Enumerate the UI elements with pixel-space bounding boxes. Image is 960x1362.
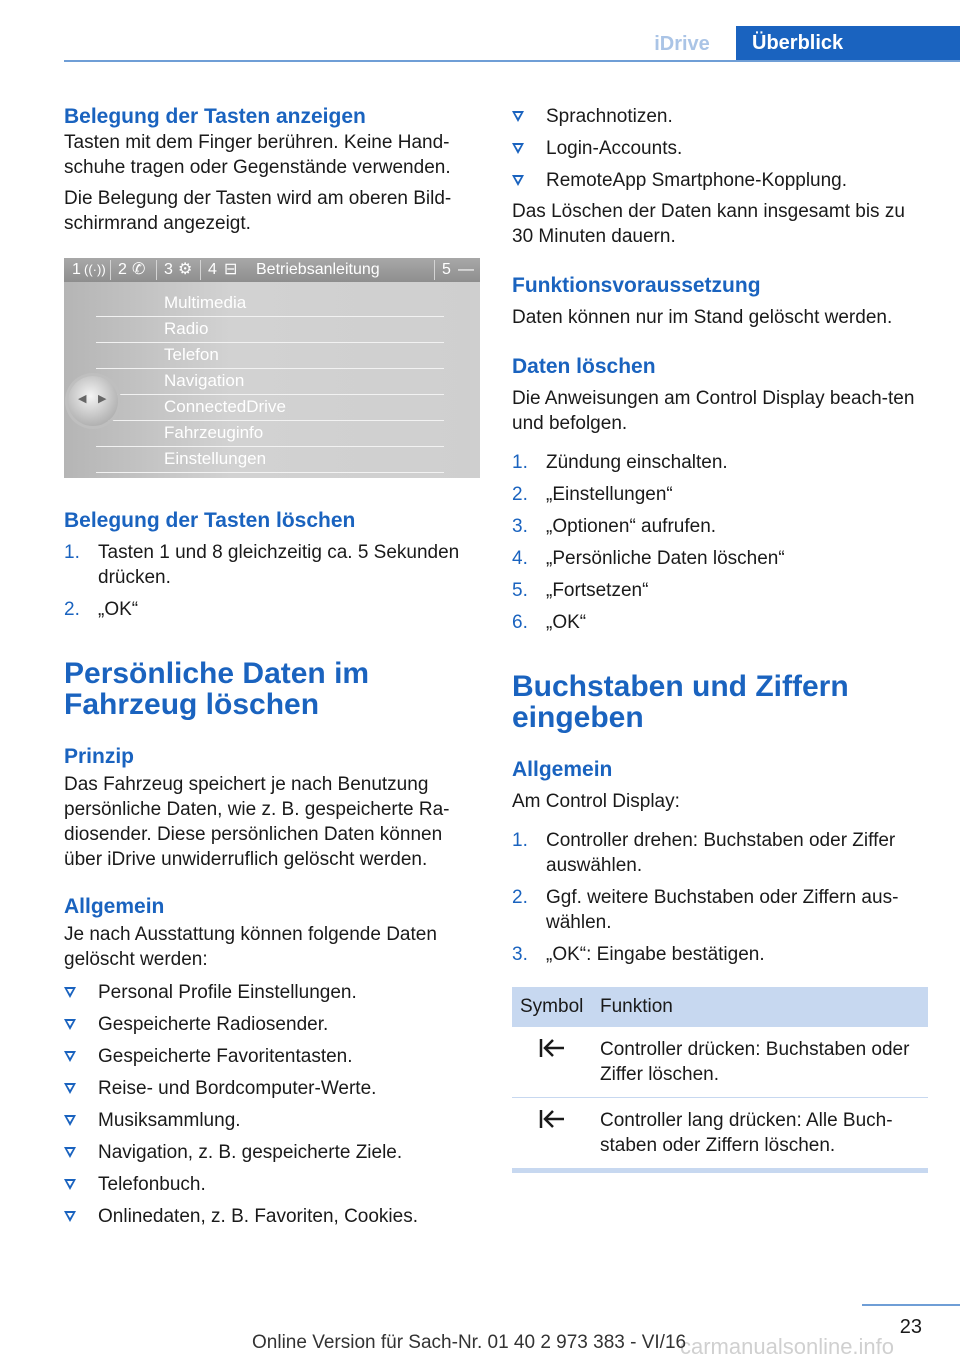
- footer-note: Online Version für Sach-Nr. 01 40 2 973 383 - VI/16: [252, 1332, 687, 1353]
- radio-icon: ((·)): [84, 262, 106, 277]
- symbol-table: [512, 987, 928, 1169]
- heading-tasten-anzeigen: Belegung der Tasten anzeigen: [64, 105, 366, 128]
- table-row: [512, 1098, 928, 1169]
- idrive-screen-image: [64, 258, 480, 478]
- controller-knob-icon: ◀ ▶: [68, 376, 118, 426]
- menu-item-multimedia: Multimedia: [164, 293, 247, 312]
- list-item: 5. „Fortsetzen“: [512, 580, 649, 601]
- table-bottom-rule: [512, 1169, 928, 1173]
- list-daten-loeschen: [512, 450, 928, 635]
- list-item: Personal Profile Einstellungen.: [64, 980, 480, 1005]
- list-item: Onlinedaten, z. B. Favoriten, Cookies.: [64, 1204, 480, 1229]
- table-header-row: [512, 987, 928, 1027]
- tab-betriebsanleitung: Betriebsanleitung: [256, 261, 380, 278]
- dash-icon: —: [458, 261, 474, 278]
- left-column: [64, 104, 480, 1229]
- list-daten-cont: [512, 104, 928, 193]
- list-item: 3. „OK“: Eingabe bestätigen.: [512, 944, 765, 965]
- backspace-arrow-icon: [512, 1098, 592, 1169]
- chapter-label: Überblick: [736, 26, 960, 62]
- table-cell-funktion: Controller drücken: Buchstaben oder Ziffer löschen.: [592, 1027, 928, 1098]
- heading-allgemein-left: Allgemein: [64, 895, 165, 918]
- list-item: 4. „Persönliche Daten löschen“: [512, 548, 785, 569]
- list-item: Reise- und Bordcomputer-Werte.: [64, 1076, 480, 1101]
- heading-daten-loeschen: Daten löschen: [512, 355, 656, 378]
- screen-menu-area: [64, 282, 480, 478]
- list-tasten-loeschen: [64, 540, 480, 622]
- table-header-symbol: Symbol: [512, 987, 592, 1027]
- para-prinzip: Das Fahrzeug speichert je nach Benutzung persönliche Daten, wie z. B. gespeicherte Ra-diosender. Diese persönlichen Daten können über iDrive unwiderruflich gelöscht werden.: [64, 774, 450, 870]
- list-item: Musiksammlung.: [64, 1108, 480, 1133]
- tab-2: 2: [118, 261, 127, 278]
- list-item: 1. Controller drehen: Buchstaben oder Ziffer auswählen.: [512, 830, 896, 876]
- para-loeschdauer: Das Löschen der Daten kann insgesamt bis zu 30 Minuten dauern.: [512, 201, 905, 247]
- para-allgemein-left: Je nach Ausstattung können folgende Daten gelöscht werden:: [64, 924, 437, 970]
- menu-item-telefon: Telefon: [164, 345, 219, 364]
- table-header-funktion: Funktion: [592, 987, 928, 1027]
- car-icon: ⊟: [224, 261, 238, 278]
- list-item: 2. Ggf. weitere Buchstaben oder Ziffern aus-wählen.: [512, 887, 899, 933]
- page-number: 23: [899, 1316, 922, 1338]
- list-item: 1. Tasten 1 und 8 gleichzeitig ca. 5 Sekunden drücken.: [64, 542, 460, 588]
- header-rule: [64, 60, 960, 62]
- menu-item-navigation: Navigation: [164, 371, 245, 390]
- list-item: 6. „OK“: [512, 612, 587, 633]
- backspace-arrow-icon: [512, 1027, 592, 1098]
- list-item: Navigation, z. B. gespeicherte Ziele.: [64, 1140, 480, 1165]
- heading-prinzip: Prinzip: [64, 745, 135, 768]
- table-cell-funktion: Controller lang drücken: Alle Buch-staben oder Ziffern löschen.: [592, 1098, 928, 1169]
- para-tasten-1: Tasten mit dem Finger berühren. Keine Hand-schuhe tragen oder Gegenstände verwenden.: [64, 132, 451, 178]
- heading-tasten-loeschen: Belegung der Tasten löschen: [64, 509, 356, 532]
- list-item: 1. Zündung einschalten.: [512, 452, 728, 473]
- list-item: RemoteApp Smartphone-Kopplung.: [512, 168, 928, 193]
- tab-1: 1: [72, 261, 81, 278]
- list-item: Gespeicherte Radiosender.: [64, 1012, 480, 1037]
- tab-3: 3: [164, 261, 173, 278]
- heading-funktionsvoraussetzung: Funktionsvoraussetzung: [512, 274, 761, 297]
- list-item: 2. „OK“: [64, 599, 139, 620]
- menu-item-connecteddrive: ConnectedDrive: [164, 397, 286, 416]
- menu-item-einstellungen: Einstellungen: [164, 449, 267, 468]
- list-item: 3. „Optionen“ aufrufen.: [512, 516, 717, 537]
- right-column: [512, 104, 928, 1173]
- list-item: 2. „Einstellungen“: [512, 484, 673, 505]
- list-item: Gespeicherte Favoritentasten.: [64, 1044, 480, 1069]
- footer-rule: [862, 1304, 960, 1306]
- para-daten-loeschen: Die Anweisungen am Control Display beach-ten und befolgen.: [512, 388, 915, 434]
- heading-allgemein-right: Allgemein: [512, 758, 613, 781]
- list-item: Login-Accounts.: [512, 136, 928, 161]
- list-item: Sprachnotizen.: [512, 104, 928, 129]
- heading-persoenliche-daten: Persönliche Daten im Fahrzeug löschen: [64, 657, 370, 721]
- table-row: [512, 1027, 928, 1098]
- gear-icon: ⚙: [178, 261, 193, 278]
- para-funktionsvoraussetzung: Daten können nur im Stand gelöscht werden.: [512, 307, 893, 328]
- list-item: Telefonbuch.: [64, 1172, 480, 1197]
- para-tasten-2: Die Belegung der Tasten wird am oberen Bild-schirmrand angezeigt.: [64, 188, 452, 234]
- menu-item-fahrzeuginfo: Fahrzeuginfo: [164, 423, 264, 442]
- screen-tab-bar: [64, 258, 480, 282]
- menu-item-radio: Radio: [164, 319, 209, 338]
- watermark: carmanualsonline.info: [680, 1334, 895, 1359]
- list-daten: [64, 980, 480, 1229]
- para-control-display: Am Control Display:: [512, 791, 680, 812]
- section-label: iDrive: [654, 33, 710, 55]
- heading-buchstaben-ziffern: Buchstaben und Ziffern eingeben: [512, 670, 849, 734]
- tab-5: 5: [442, 261, 451, 278]
- tab-4: 4: [208, 261, 217, 278]
- phone-icon: ✆: [132, 261, 146, 278]
- list-eingabe: [512, 828, 928, 967]
